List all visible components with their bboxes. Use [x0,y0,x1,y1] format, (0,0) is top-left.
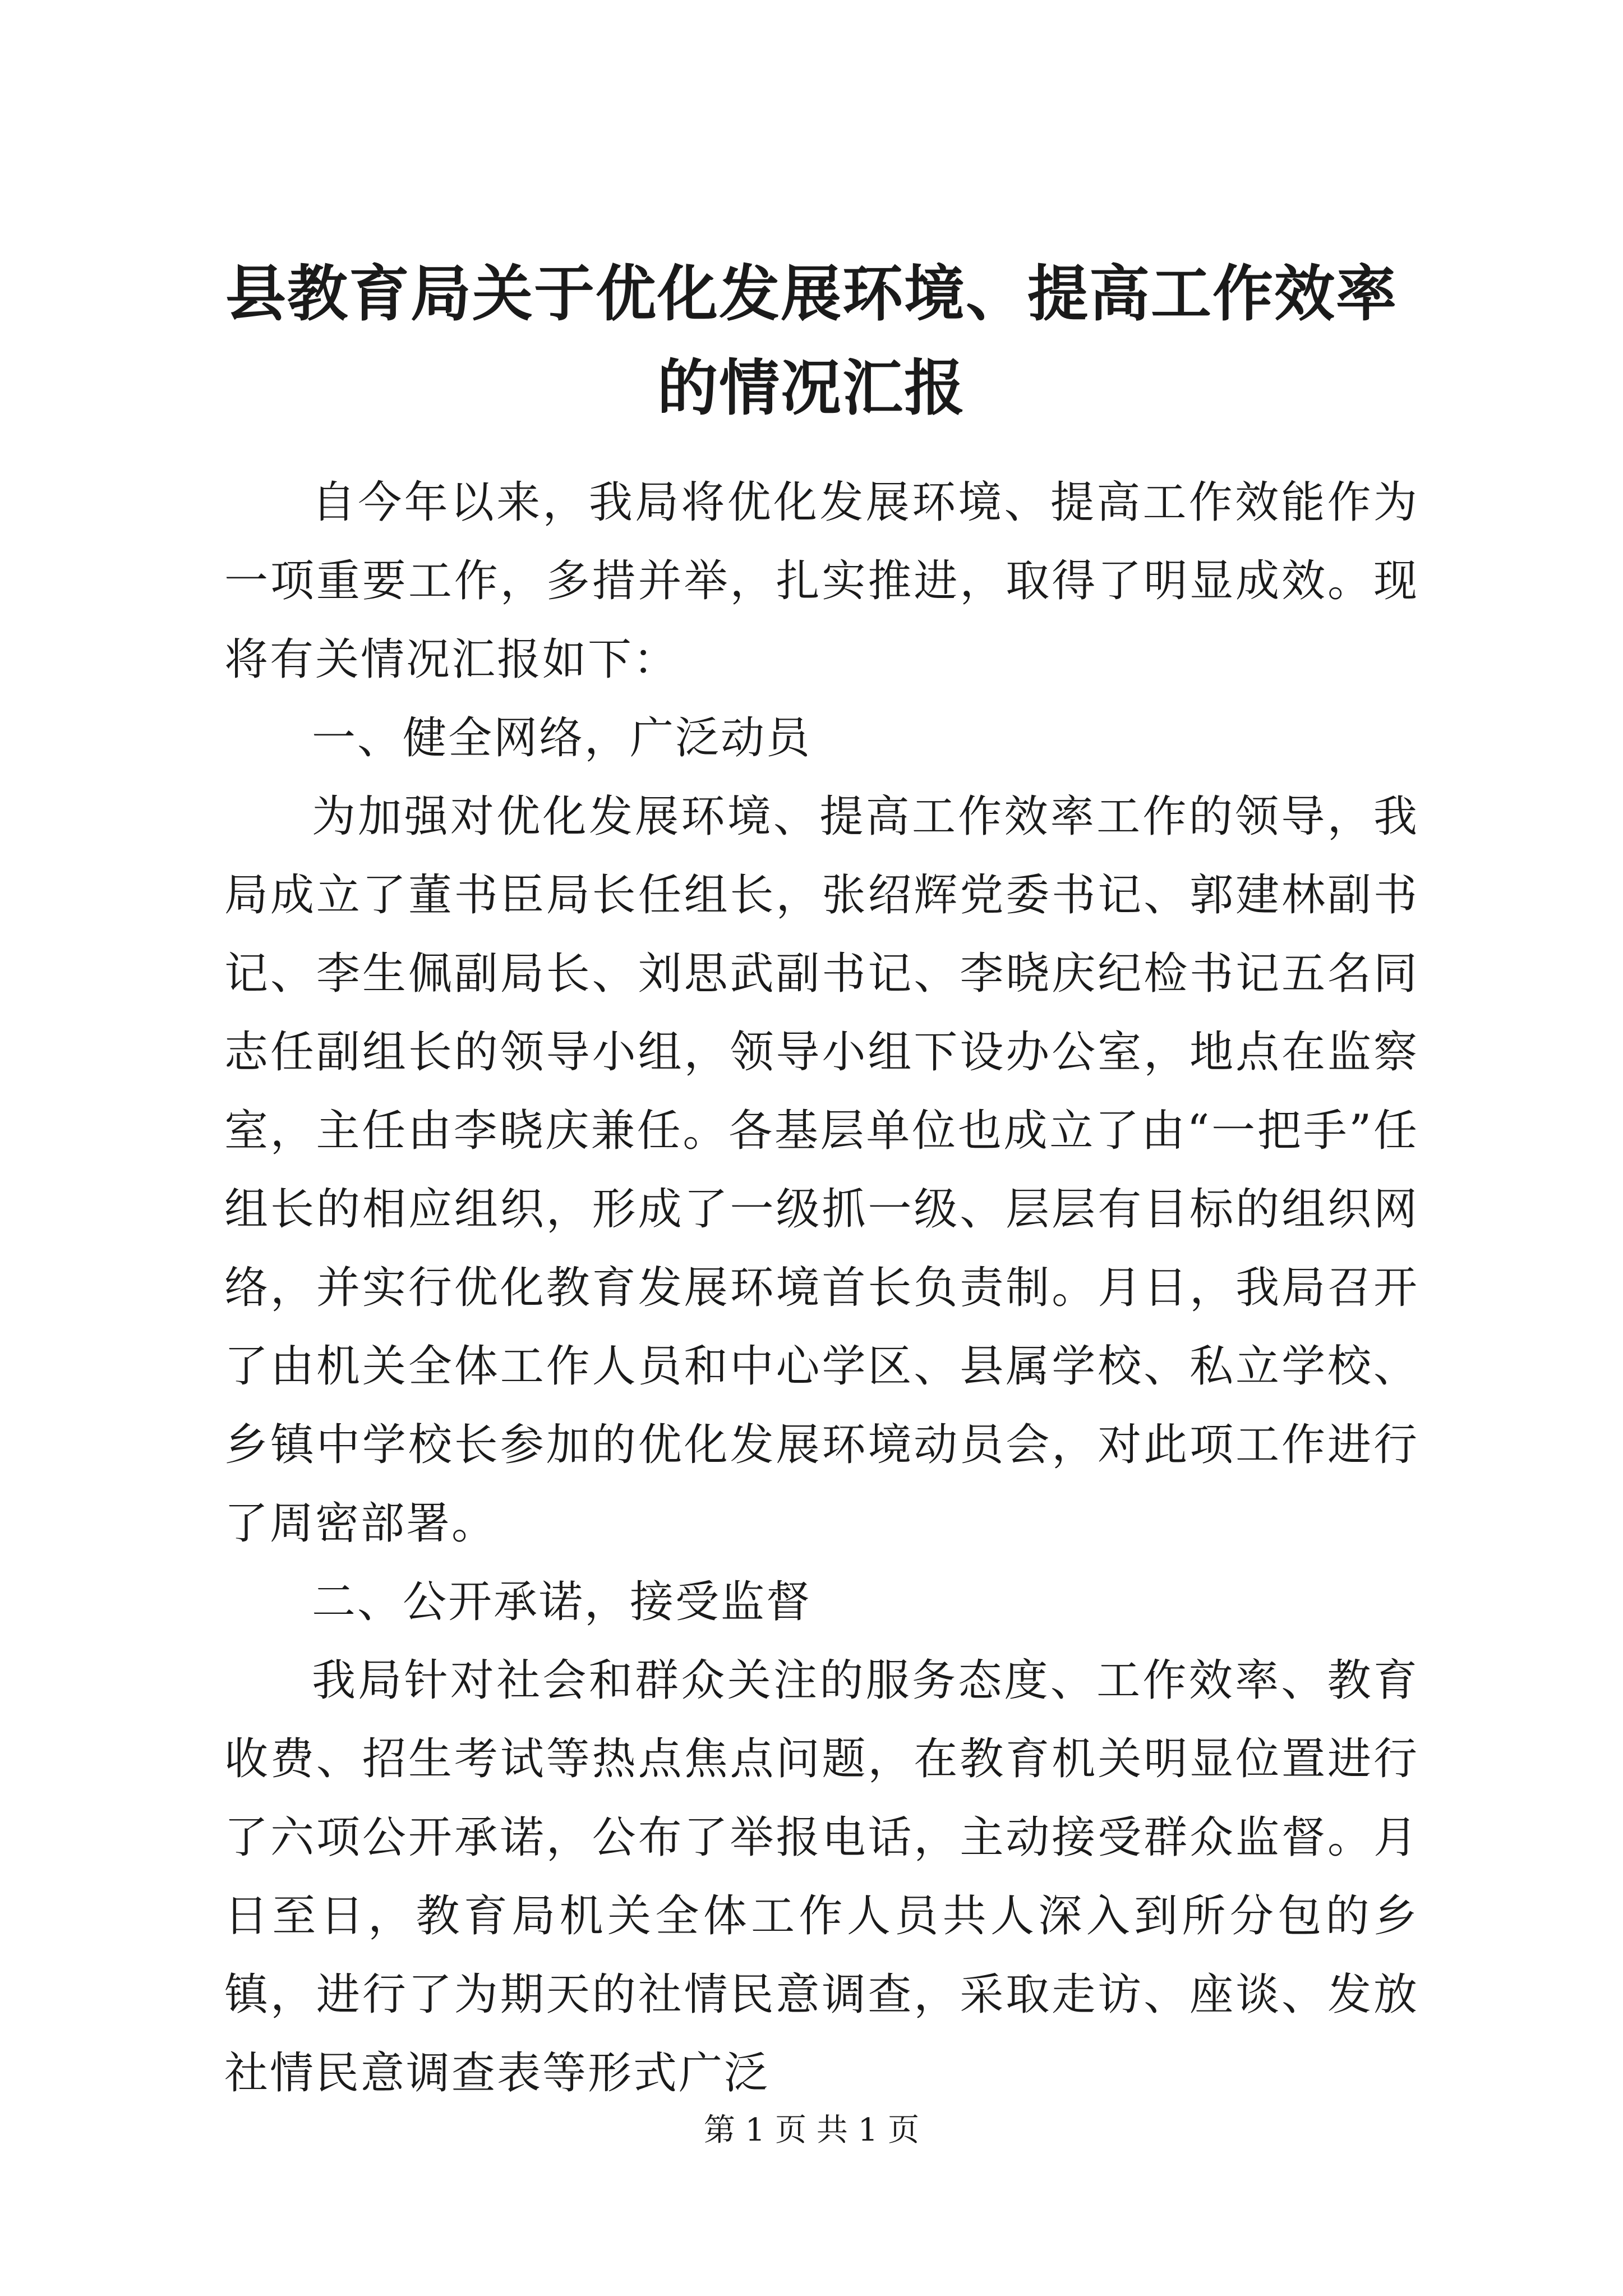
page-footer: 第 1 页 共 1 页 [703,2112,920,2148]
section-heading-2: 二、公开承诺，接受监督 [312,1577,812,1627]
paragraph-section-2: 我局针对社会和群众关注的服务态度、工作效率、教育收费、招生考试等热点焦点问题，在教育机关明显位置进行了六项公开承诺，公布了举报电话，主动接受群众监督。月日至日，教育局机关全体工作人员共人深入到所分包的乡镇，进行了为期天的社情民意调查，采取走访、座谈、发放社情民意调查表等形式广泛 [224,1655,1419,2099]
section-heading-1: 一、健全网络，广泛动员 [312,713,812,763]
paragraph-intro: 自今年以来，我局将优化发展环境、提高工作效能作为一项重要工作，多措并举，扎实推进，取得了明显成效。现将有关情况汇报如下： [224,477,1419,685]
document-body [224,463,1419,2113]
paragraph-section-1: 为加强对优化发展环境、提高工作效率工作的领导，我局成立了董书臣局长任组长，张绍辉党委书记、郭建林副书记、李生佩副局长、刘思武副书记、李晓庆纪检书记五名同志任副组长的领导小组，领导小组下设办公室，地点在监察室，主任由李晓庆兼任。各基层单位也成立了由“一把手”任组长的相应组织，形成了一级抓一级、层层有目标的组织网络，并实行优化教育发展环境首长负责制。月日，我局召开了由机关全体工作人员和中心学区、县属学校、私立学校、乡镇中学校长参加的优化发展环境动员会，对此项工作进行了周密部署。 [224,792,1419,1549]
document-title: 县教育局关于优化发展环境、提高工作效率的情况汇报 [225,259,1398,424]
